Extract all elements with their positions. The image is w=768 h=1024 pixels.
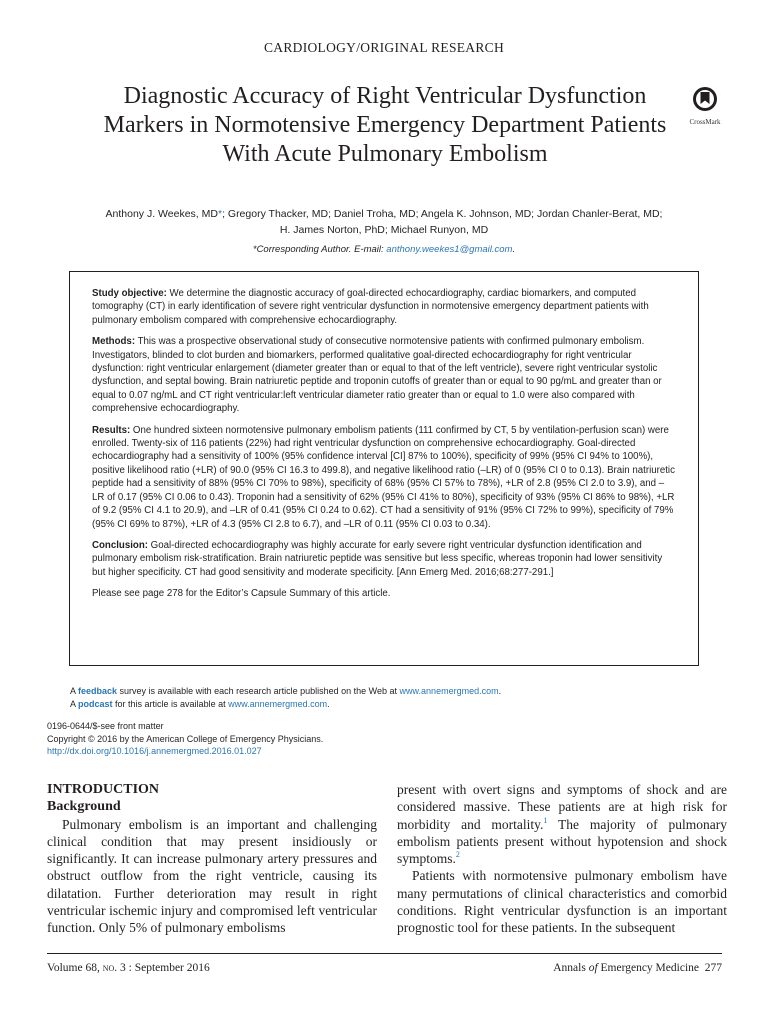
crossmark-label: CrossMark <box>689 118 721 126</box>
right-paragraph-1 <box>397 781 727 867</box>
feedback-url-link[interactable]: www.annemergmed.com <box>399 686 499 696</box>
methods-label: Methods: <box>92 336 136 348</box>
corresponding-author <box>0 244 768 255</box>
doi-link[interactable]: http://dx.doi.org/10.1016/j.annemergmed.2016.01.027 <box>47 746 262 756</box>
author-first: Anthony J. Weekes, MD <box>105 208 218 220</box>
results-label: Results: <box>92 424 131 436</box>
abstract-methods <box>92 335 676 415</box>
body-column-right <box>397 781 727 937</box>
footer-divider <box>47 953 722 954</box>
author-line-1 <box>40 206 728 222</box>
corresponding-suffix: . <box>512 244 516 255</box>
feedback-end: . <box>498 686 502 696</box>
article-notes <box>70 685 710 710</box>
copyright-line: Copyright © 2016 by the American College of Emergency Physicians. <box>47 733 324 744</box>
podcast-note <box>70 698 710 711</box>
author-line-2: H. James Norton, PhD; Michael Runyon, MD <box>279 224 489 236</box>
background-heading: Background <box>47 799 121 815</box>
podcast-end: . <box>327 698 330 709</box>
footer-journal-b: Emergency Medicine <box>597 962 699 974</box>
corresponding-marker[interactable]: * <box>217 208 223 220</box>
podcast-prefix: A <box>70 698 79 709</box>
methods-text: This was a prospective observational study of consecutive normotensive patients with confirmed pulmonary embolism. Investigators, blinded to clot burden and biomarkers, performed qualitative goal-directed echocardiography for right ventricular dysfunction: right ventricular enlargement (diameter greater than or equal to that of the left ventricle), severe right ventricular systolic dysfunction, and septal bowing. Brain natriuretic peptide and troponin cutoffs of greater than or equal to 90 pg/mL and greater than or equal to 0.07 ng/mL and CT right ventricular:left ventricular diameter ratio greater than or equal to 1.0 were also compared with comprehensive echocardiography. <box>92 336 662 415</box>
conclusion-text: Goal-directed echocardiography was highly accurate for early severe right ventricular dysfunction identification and pulmonary embolism risk-stratification. Brain natriuretic peptide was sensitive but less specific, whereas troponin had lower sensitivity but higher specificity. CT had good sensitivity and moderate specificity. [Ann Emerg Med. 2016;68:277-291.] <box>92 539 663 578</box>
podcast-text: for this article is available at <box>112 698 229 709</box>
feedback-note <box>70 685 710 698</box>
footer-date: : September 2016 <box>125 962 210 974</box>
author-list <box>40 206 728 238</box>
conclusion-label: Conclusion: <box>92 539 148 551</box>
reference-1-link[interactable]: 1 <box>543 815 548 825</box>
footer-journal-a: Annals <box>553 962 589 974</box>
front-matter <box>47 720 547 758</box>
footer-volume-text: Volume 68, <box>47 962 103 974</box>
crossmark-badge[interactable] <box>680 86 730 126</box>
article-title: Diagnostic Accuracy of Right Ventricular Dysfunction Markers in Normotensive Emergency Department Patients With Acute Pulmonary Embolism <box>103 83 667 167</box>
background-paragraph: Pulmonary embolism is an important and challenging clinical condition that may present insidiously or significantly. It can increase pulmonary artery pressures and obstruct outflow from the right ventricle, causing its dilatation. Further deterioration may result in right ventricular ischemic injury and compromised left ventricular function. Only 5% of pulmonary embolisms <box>47 816 377 936</box>
podcast-url-link[interactable]: www.annemergmed.com <box>228 698 328 709</box>
objective-label: Study objective: <box>92 288 167 299</box>
corresponding-prefix: *Corresponding Author. E-mail: <box>252 244 387 255</box>
feedback-prefix: A <box>70 686 79 696</box>
feedback-link[interactable]: feedback <box>78 686 118 696</box>
right-para1-b: The majority of pulmonary embolism patients present without hypotension and shock symptoms. <box>397 816 727 867</box>
crossmark-icon <box>692 86 718 112</box>
abstract-conclusion <box>92 539 676 579</box>
podcast-link[interactable]: podcast <box>78 698 113 709</box>
abstract-box <box>69 271 699 666</box>
author-others: ; Gregory Thacker, MD; Daniel Troha, MD; Angela K. Johnson, MD; Jordan Chanler-Berat, MD; <box>222 208 663 220</box>
body-column-left <box>47 781 377 937</box>
footer-journal <box>553 962 722 974</box>
reference-2-link[interactable]: 2 <box>455 850 460 860</box>
issn-line: 0196-0644/$-see front matter <box>47 721 164 731</box>
introduction-heading: INTRODUCTION <box>47 782 160 797</box>
footer-issue: no. 3 <box>102 962 126 974</box>
abstract-objective <box>92 287 676 327</box>
corresponding-email-link[interactable]: anthony.weekes1@gmail.com <box>386 244 513 255</box>
results-text: One hundred sixteen normotensive pulmonary embolism patients (111 confirmed by CT, 5 by ventilation-perfusion scan) were enrolled. Twenty-six of 116 patients (22%) had right ventricular dysfunction on comprehensive echocardiography. Goal-directed echocardiography had a sensitivity of 100% (95% confidence interval [CI] 87% to 100%), specificity of 99% (95% CI 94% to 100%), positive likelihood ratio (+LR) of 90.0 (95% CI 16.3 to 499.8), and negative likelihood ratio (–LR) of 0 (95% CI 0 to 0.13). Brain natriuretic peptide had a sensitivity of 88% (95% CI 70% to 98%), specificity of 68% (95% CI 57% to 78%), +LR of 2.8 (95% CI 2.0 to 3.9), and –LR of 0.17 (95% CI 0.06 to 0.43). Troponin had a sensitivity of 62% (95% CI 41% to 80%), specificity of 93% (95% CI 86% to 98%), +LR of 9.2 (95% CI 4.1 to 20.9), and –LR of 0.41 (95% CI 0.24 to 0.62). CT had a sensitivity of 91% (95% CI 72% to 99%), specificity of 79% (95% CI 69% to 87%), +LR of 4.3 (95% CI 2.8 to 6.7), and –LR of 0.11 (95% CI 0.03 to 0.34). <box>92 424 675 530</box>
feedback-text: survey is available with each research article published on the Web at <box>117 686 400 696</box>
capsule-note: Please see page 278 for the Editor’s Capsule Summary of this article. <box>92 588 391 600</box>
footer-journal-of: of <box>588 962 598 974</box>
footer-volume <box>47 962 210 974</box>
section-header: CARDIOLOGY/ORIGINAL RESEARCH <box>263 40 505 55</box>
page-number: 277 <box>704 962 722 974</box>
right-para1-a: present with overt signs and symptoms of shock and are considered massive. These patients are at high risk for morbidity and mortality. <box>397 782 727 832</box>
objective-text: We determine the diagnostic accuracy of goal-directed echocardiography, cardiac biomarkers, and computed tomography (CT) in early identification of severe right ventricular dysfunction in normotensive emergency department patients with pulmonary embolism compared with comprehensive echocardiography. <box>92 288 649 326</box>
abstract-results <box>92 424 676 531</box>
right-paragraph-2: Patients with normotensive pulmonary embolism have many permutations of clinical characteristics and comorbid conditions. Right ventricular dysfunction is an important prognostic tool for these patients. In the subsequent <box>397 868 727 936</box>
